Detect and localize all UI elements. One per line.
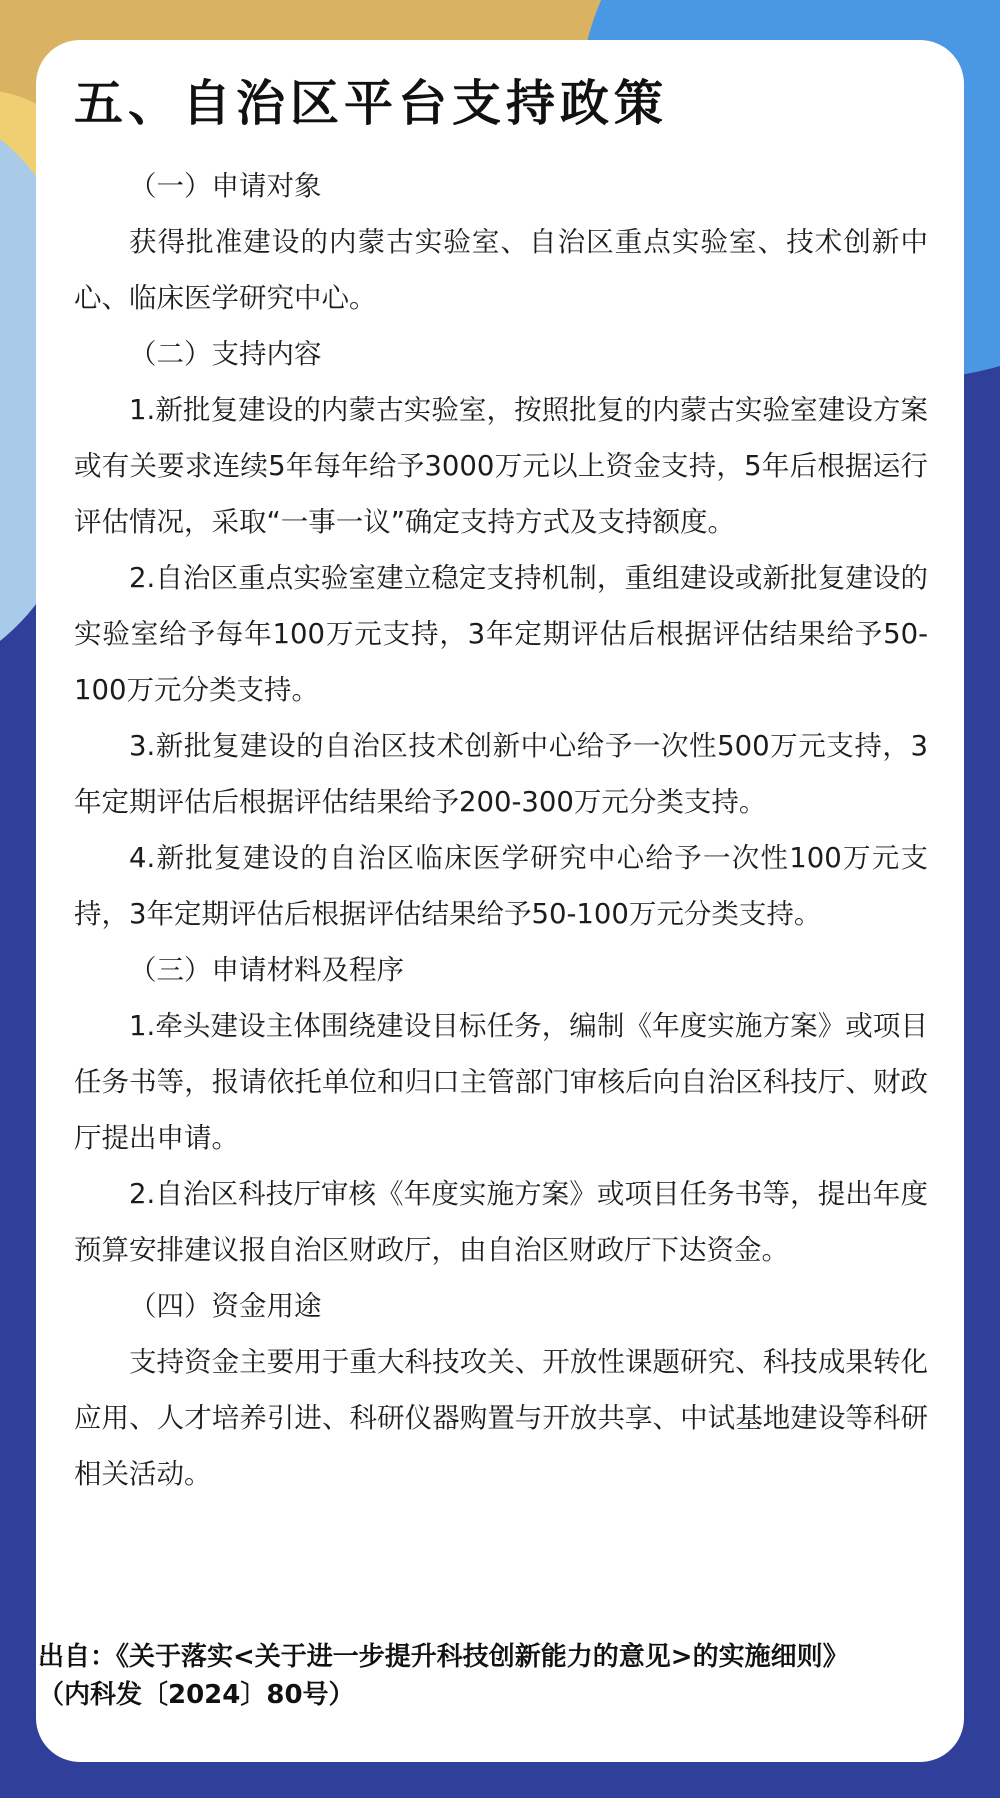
section-paragraph: 3.新批复建设的自治区技术创新中心给予一次性500万元支持，3年定期评估后根据评估结果给予200-300万元分类支持。 [74,730,928,818]
source-citation [38,1638,964,1714]
section-heading-support: （二）支持内容 [129,338,322,370]
content-card [36,40,964,1762]
source-citation-line: 出自：《关于落实<关于进一步提升科技创新能力的意见>的实施细则》 [38,1642,849,1672]
section-paragraph: 2.自治区科技厅审核《年度实施方案》或项目任务书等，提出年度预算安排建议报自治区财政厅，由自治区财政厅下达资金。 [74,1178,928,1266]
section-heading-funds-usage: （四）资金用途 [129,1290,322,1322]
section-paragraph: 1.新批复建设的内蒙古实验室，按照批复的内蒙古实验室建设方案或有关要求连续5年每年给予3000万元以上资金支持，5年后根据运行评估情况，采取“一事一议”确定支持方式及支持额度。 [74,394,928,538]
section-paragraph: 支持资金主要用于重大科技攻关、开放性课题研究、科技成果转化应用、人才培养引进、科研仪器购置与开放共享、中试基地建设等科研相关活动。 [74,1346,928,1490]
page-title: 五、自治区平台支持政策 [74,75,669,132]
section-heading-applicants: （一）申请对象 [129,170,322,202]
section-paragraph: 2.自治区重点实验室建立稳定支持机制，重组建设或新批复建设的实验室给予每年100万元支持，3年定期评估后根据评估结果给予50-100万元分类支持。 [74,562,928,706]
section-paragraph: 1.牵头建设主体围绕建设目标任务，编制《年度实施方案》或项目任务书等，报请依托单位和归口主管部门审核后向自治区科技厅、财政厅提出申请。 [74,1010,928,1154]
section-paragraph: 4.新批复建设的自治区临床医学研究中心给予一次性100万元支持，3年定期评估后根据评估结果给予50-100万元分类支持。 [74,842,928,930]
section-paragraph: 获得批准建设的内蒙古实验室、自治区重点实验室、技术创新中心、临床医学研究中心。 [74,226,928,314]
section-heading-procedure: （三）申请材料及程序 [129,954,404,986]
source-citation-docno: （内科发〔2024〕80号） [38,1680,355,1710]
